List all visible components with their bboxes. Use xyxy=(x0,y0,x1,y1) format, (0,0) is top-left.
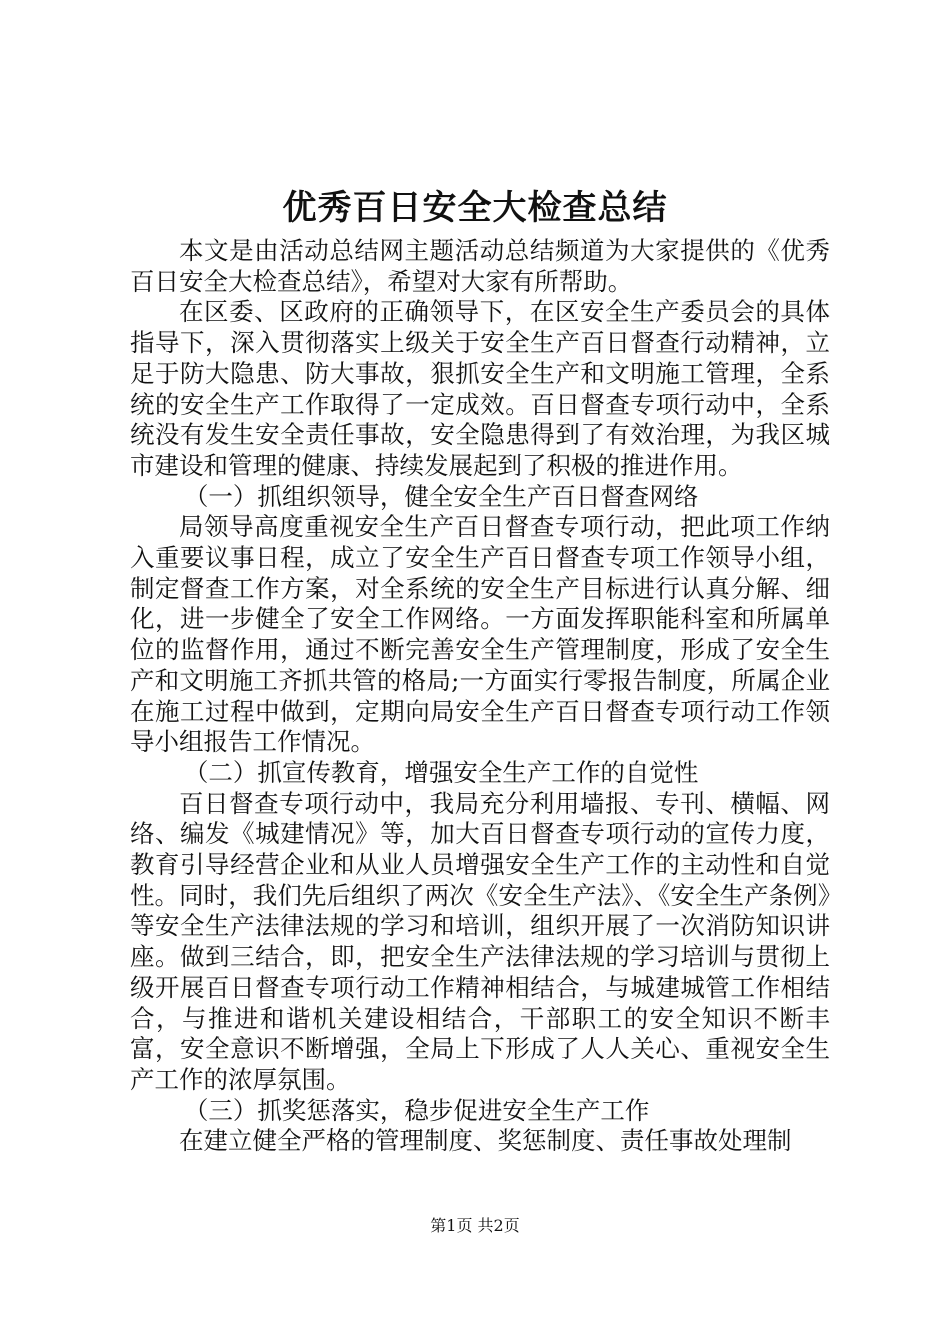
section-heading-1: （一）抓组织领导，健全安全生产百日督查网络 xyxy=(183,481,699,511)
paragraph-intro: 本文是由活动总结网主题活动总结频道为大家提供的《优秀百日安全大检查总结》，希望对大家有所帮助。 xyxy=(130,236,830,296)
paragraph-section-3: 在建立健全严格的管理制度、奖惩制度、责任事故处理制 xyxy=(179,1126,792,1156)
paragraph-section-1: 局领导高度重视安全生产百日督查专项行动，把此项工作纳入重要议事日程，成立了安全生产百日督查专项工作领导小组，制定督查工作方案，对全系统的安全生产目标进行认真分解、细化，进一步健全了安全工作网络。一方面发挥职能科室和所属单位的监督作用，通过不断完善安全生产管理制度，形成了安全生产和文明施工齐抓共管的格局;一方面实行零报告制度，所属企业在施工过程中做到，定期向局安全生产百日督查专项行动工作领导小组报告工作情况。 xyxy=(130,512,830,757)
page-footer: 第1页 共2页 xyxy=(430,1216,520,1235)
section-heading-3: （三）抓奖惩落实，稳步促进安全生产工作 xyxy=(183,1095,650,1125)
paragraph-section-2: 百日督查专项行动中，我局充分利用墙报、专刊、横幅、网络、编发《城建情况》等，加大百日督查专项行动的宣传力度，教育引导经营企业和从业人员增强安全生产工作的主动性和自觉性。同时，我们先后组织了两次《安全生产法》、《安全生产条例》等安全生产法律法规的学习和培训，组织开展了一次消防知识讲座。做到三结合，即，把安全生产法律法规的学习培训与贯彻上级开展百日督查专项行动工作精神相结合，与城建城管工作相结合，与推进和谐机关建设相结合，干部职工的安全知识不断丰富，安全意识不断增强，全局上下形成了人人关心、重视安全生产工作的浓厚氛围。 xyxy=(130,788,830,1094)
section-heading-2: （二）抓宣传教育，增强安全生产工作的自觉性 xyxy=(183,757,699,787)
paragraph-overview: 在区委、区政府的正确领导下，在区安全生产委员会的具体指导下，深入贯彻落实上级关于安全生产百日督查行动精神，立足于防大隐患、防大事故，狠抓安全生产和文明施工管理，全系统的安全生产工作取得了一定成效。百日督查专项行动中，全系统没有发生安全责任事故，安全隐患得到了有效治理，为我区城市建设和管理的健康、持续发展起到了积极的推进作用。 xyxy=(130,297,830,480)
document-body xyxy=(130,236,830,1157)
document-title: 优秀百日安全大检查总结 xyxy=(282,188,668,228)
